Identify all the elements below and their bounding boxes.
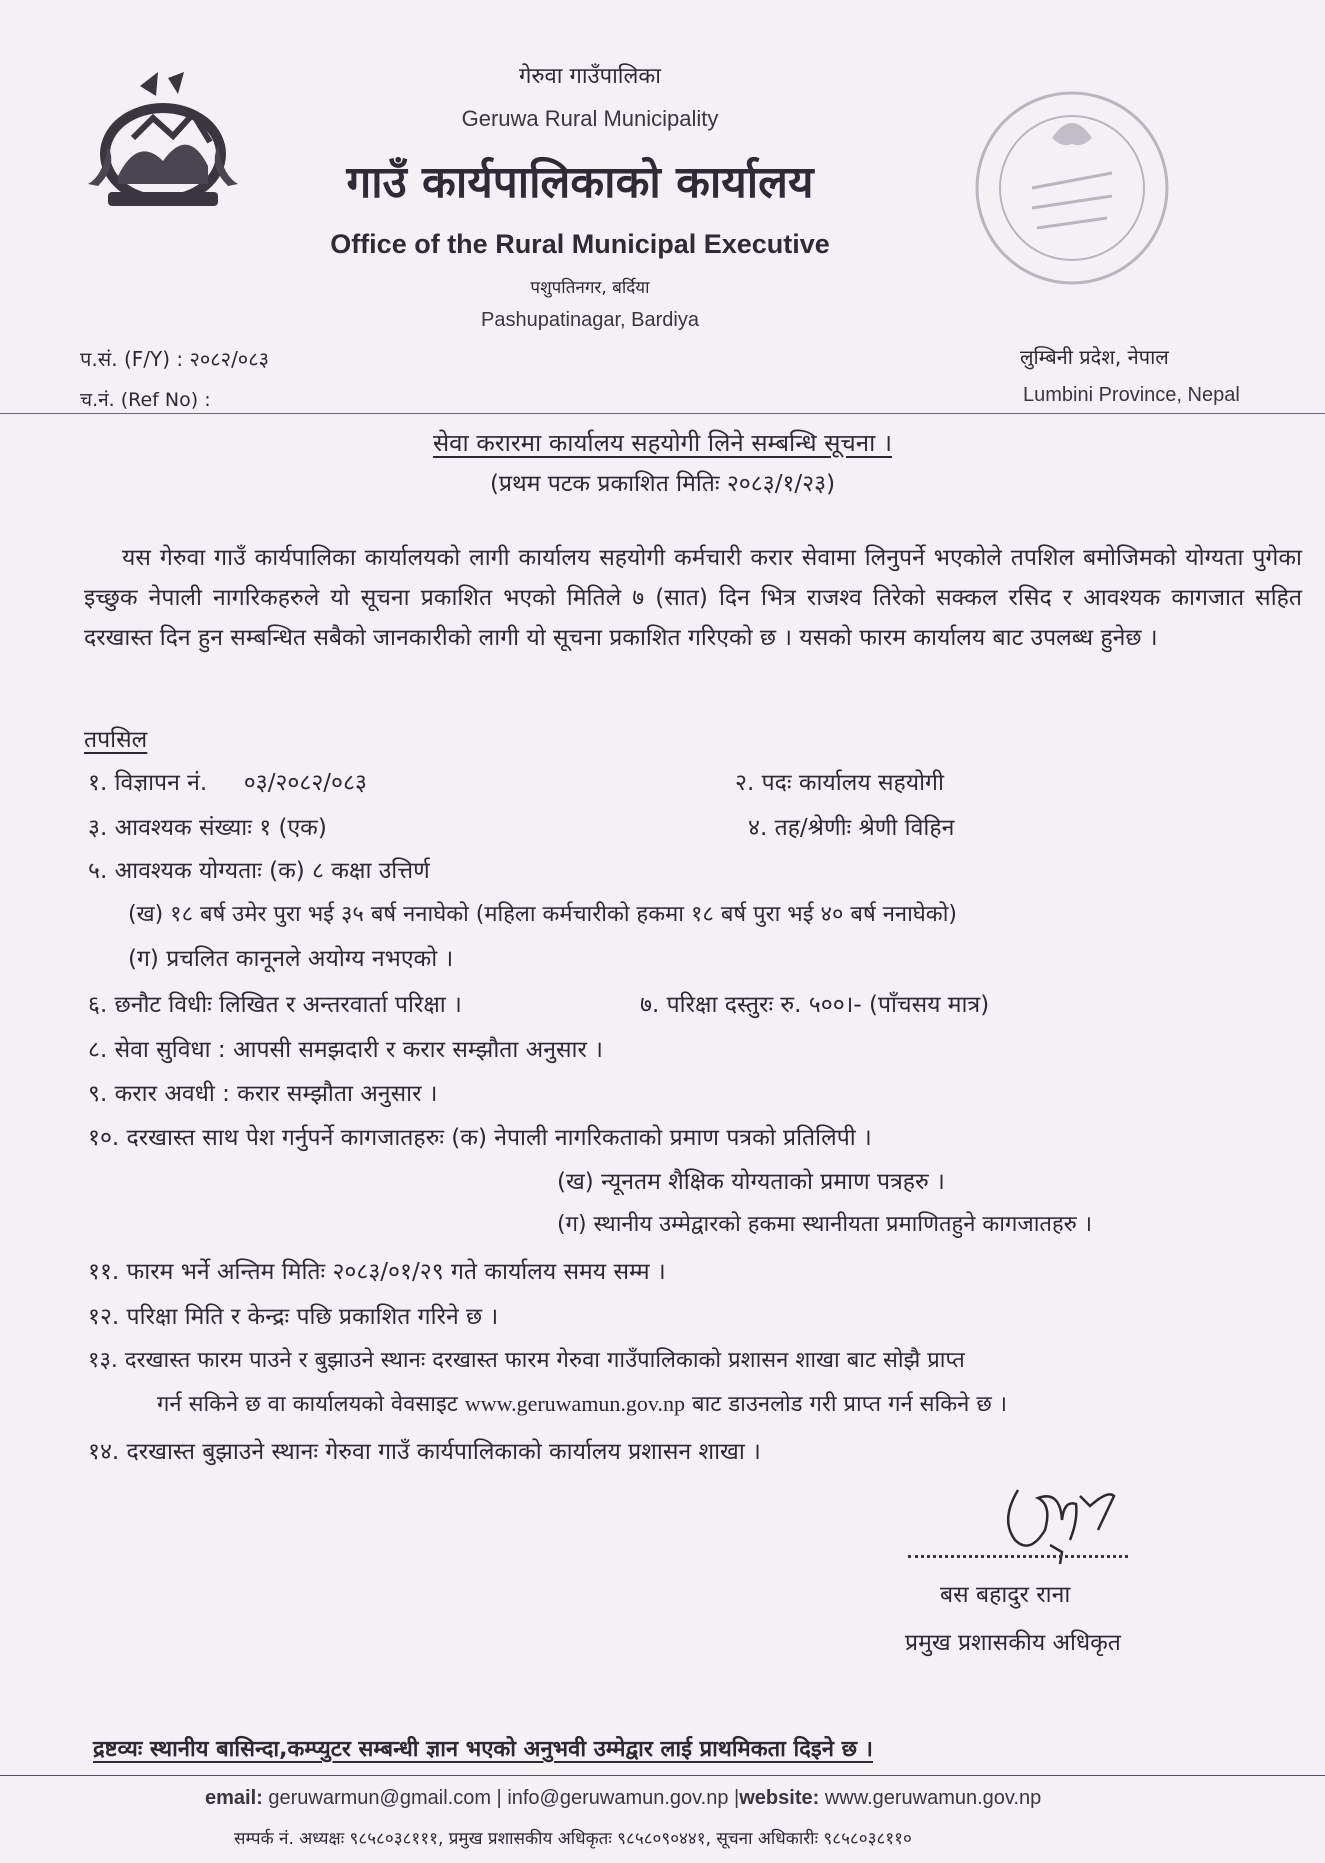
item-form-website-pre: गर्न सकिने छ वा कार्यालयको वेवसाइट (157, 1392, 458, 1417)
item-qualification-legal: (ग) प्रचलित कानूनले अयोग्य नभएको । (128, 946, 454, 972)
intro-paragraph: यस गेरुवा गाउँ कार्यपालिका कार्यालयको लागी कार्यालय सहयोगी कर्मचारी करार सेवामा लिनुपर्ने भएकोले तपशिल बमोजिमको योग्यता पुगेका इच्छुक नेपाली नागरिकहरुले यो सूचना प्रकाशित भएको मितिले ७ (सात) दिन भित्र राजश्व तिरेको सक्कल रसिद र आवश्यक कागजात सहित दरखास्त दिन हुन सम्बन्धित सबैको जानकारीको लागी यो सूचना प्रकाशित गरिएको छ । यसको फारम कार्यालय बाट उपलब्ध हुनेछ । (84, 545, 1302, 651)
published-date: (प्रथम पटक प्रकाशित मितिः २०८३/१/२३) (489, 471, 836, 497)
item-qualification: ५. आवश्यक योग्यताः (क) ८ कक्षा उत्तिर्ण (88, 858, 430, 884)
fiscal-year: प.सं. (F/Y) : २०८२/०८३ (80, 347, 270, 371)
office-title-en: Office of the Rural Municipal Executive (330, 229, 830, 259)
footer-separator: | (734, 1787, 740, 1809)
location-np: पशुपतिनगर, बर्दिया (530, 278, 650, 298)
signatory-designation: प्रमुख प्रशासकीय अधिकृत (905, 1630, 1121, 1656)
email-primary[interactable]: geruwarmun@gmail.com (268, 1787, 491, 1809)
footer-website[interactable]: www.geruwamun.gov.np (824, 1787, 1042, 1809)
item-exam-date: १२. परिक्षा मिति र केन्द्रः पछि प्रकाशित गरिने छ । (88, 1304, 499, 1330)
item-exam-fee: ७. परिक्षा दस्तुरः रु. ५००।- (पाँचसय मात्र) (640, 992, 990, 1018)
priority-note: द्रष्टव्यः स्थानीय बासिन्दा,कम्प्युटर सम्बन्धी ज्ञान भएको अनुभवी उम्मेद्वार लाई प्राथमिकता दिइने छ । (93, 1737, 873, 1762)
item-documents-local: (ग) स्थानीय उम्मेद्वारको हकमा स्थानीयता प्रमाणितहुने कागजातहरु । (557, 1212, 1093, 1237)
province-en: Lumbini Province, Nepal (1023, 384, 1240, 406)
item-selection-method: ६. छनौट विधीः लिखित र अन्तरवार्ता परिक्षा । (88, 992, 462, 1018)
item-form-location: १३. दरखास्त फारम पाउने र बुझाउने स्थानः दरखास्त फारम गेरुवा गाउँपालिकाको प्रशासन शाखा बाट सोझै प्राप्त (88, 1348, 965, 1373)
email-label: email: (205, 1787, 263, 1809)
footer-contact-line (205, 1787, 1041, 1810)
email-secondary[interactable]: info@geruwamun.gov.np (507, 1787, 729, 1809)
item-deadline: ११. फारम भर्ने अन्तिम मितिः २०८३/०१/२९ गते कार्यालय समय सम्म । (88, 1259, 666, 1285)
municipality-np: गेरुवा गाउँपालिका (518, 64, 661, 89)
reference-number: च.नं. (Ref No) : (80, 389, 211, 411)
item-service-facility: ८. सेवा सुविधा : आपसी समझदारी र करार सम्झौता अनुसार । (88, 1037, 603, 1063)
footer-divider (0, 1775, 1325, 1776)
item-advertisement-no: १. विज्ञापन नं. ०३/२०८२/०८३ (88, 770, 367, 796)
signatory-name: बस बहादुर राना (940, 1582, 1071, 1608)
signature-line (908, 1555, 1128, 1558)
item-contract-period: ९. करार अवधी : करार सम्झौता अनुसार । (88, 1081, 438, 1107)
item-level: ४. तह/श्रेणीः श्रेणी विहिन (748, 815, 955, 841)
office-title-np: गाउँ कार्यपालिकाको कार्यालय (346, 157, 814, 208)
signature-mark (990, 1460, 1130, 1570)
notice-title: सेवा करारमा कार्यालय सहयोगी लिने सम्बन्धि सूचना । (432, 429, 893, 457)
item-form-website-line (157, 1388, 1007, 1418)
item-documents-education: (ख) न्यूनतम शैक्षिक योग्यताको प्रमाण पत्रहरु । (557, 1169, 945, 1195)
municipality-en: Geruwa Rural Municipality (461, 106, 719, 131)
header-divider (0, 413, 1325, 414)
item-form-website-post: बाट डाउनलोड गरी प्राप्त गर्न सकिने छ । (692, 1392, 1008, 1417)
footer-phone-numbers: सम्पर्क नं. अध्यक्षः ९८५८०३८१११, प्रमुख प्रशासकीय अधिकृतः ९८५८०९०४४१, सूचना अधिकारीः ९८५८०३८११० (234, 1829, 912, 1849)
website-label: website: (739, 1787, 820, 1809)
footer-separator: | (496, 1787, 502, 1809)
item-submission-place: १४. दरखास्त बुझाउने स्थानः गेरुवा गाउँ कार्यपालिकाको कार्यालय प्रशासन शाखा । (88, 1439, 761, 1465)
item-required-number: ३. आवश्यक संख्याः १ (एक) (88, 815, 327, 841)
item-post: २. पदः कार्यालय सहयोगी (735, 770, 944, 796)
item-qualification-age: (ख) १८ बर्ष उमेर पुरा भई ३५ बर्ष ननाघेको (महिला कर्मचारीको हकमा १८ बर्ष पुरा भई ४० बर्ष ननाघेको) (128, 902, 957, 927)
item-required-documents: १०. दरखास्त साथ पेश गर्नुपर्ने कागजातहरुः (क) नेपाली नागरिकताको प्रमाण पत्रको प्रतिलिपी । (88, 1125, 872, 1151)
location-en: Pashupatinagar, Bardiya (481, 309, 699, 331)
website-link[interactable]: www.geruwamun.gov.np (464, 1391, 686, 1416)
province-np: लुम्बिनी प्रदेश, नेपाल (1020, 345, 1169, 369)
details-heading: तपसिल (84, 727, 148, 753)
